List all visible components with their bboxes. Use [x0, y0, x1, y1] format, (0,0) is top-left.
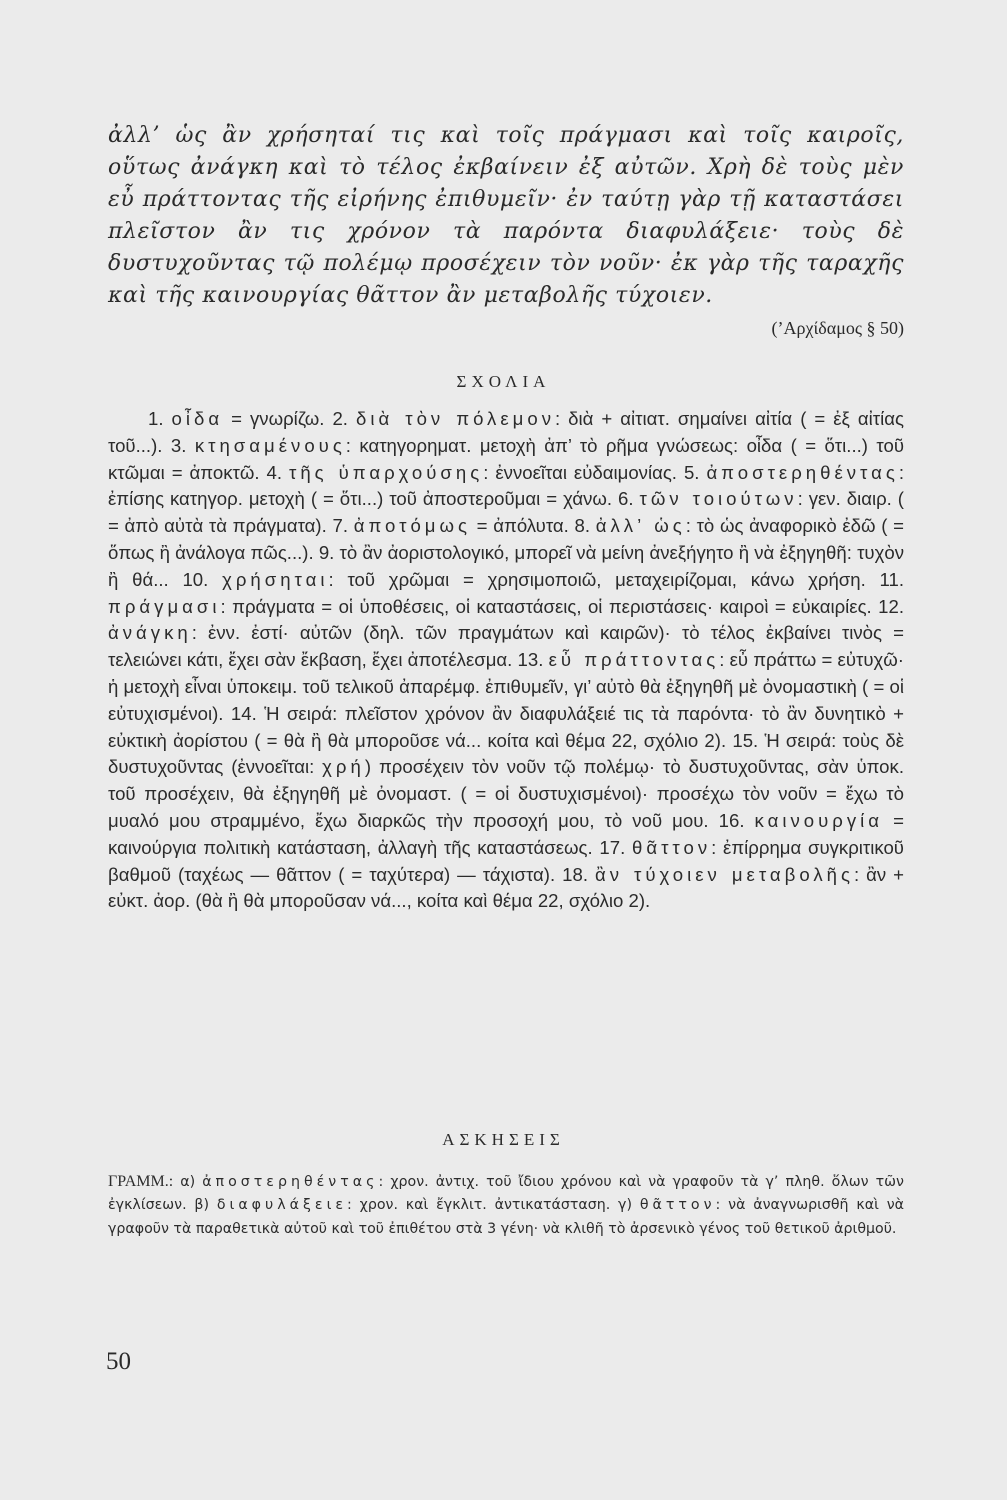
- lemma-term: ἀνάγκη: [108, 622, 192, 644]
- exercises-section: [108, 1170, 904, 1241]
- lemma-term: κτησαμένους: [194, 434, 346, 456]
- passage-text: ἀλλ’ ὡς ἂν χρήσηταί τις καὶ τοῖς πράγμασι καὶ τοῖς καιροῖς, οὕτως ἀνάγκη καὶ τὸ τέλος ἐκβαίνειν ἐξ αὐτῶν. Χρὴ δὲ τοὺς μὲν εὖ πράττοντας τῆς εἰρήνης ἐπιθυμεῖν· ἐν ταύτῃ γὰρ τῇ καταστάσει πλεῖστον ἂν τις χρόνον τὰ παρόντα διαφυλάξειε· τοὺς δὲ δυστυχοῦντας τῷ πολέμῳ προσέχειν τὸν νοῦν· ἐκ γὰρ τῆς ταραχῆς καὶ τῆς καινουργίας θᾶττον ἂν μεταβολῆς τύχοιεν.: [108, 123, 904, 308]
- exercises-heading: ΑΣΚΗΣΕΙΣ: [442, 1130, 565, 1149]
- note-text: : χρον. ἀντιχ. τοῦ ἴδιου χρόνου καὶ νὰ γραφοῦν τὰ γ’ πληθ. ὅλων τῶν ἐγκλίσεων. β): [108, 1174, 904, 1214]
- scholia-text: [108, 406, 904, 915]
- note-text: 1.: [148, 408, 172, 429]
- lemma-term: καινουργία: [754, 809, 884, 831]
- lemma-term: τῶν τοιούτων: [639, 488, 798, 510]
- lemma-term: χρήσηται: [222, 568, 329, 590]
- lemma-term: τῆς ὑπαρχούσης: [288, 461, 484, 483]
- note-text: : εὖ πράττω = εὐτυχῶ· ἡ μετοχὴ εἶναι ὑποκειμ. τοῦ τελικοῦ ἀπαρέμφ. ἐπιθυμεῖν, γι’ αὐτὸ θὰ ἐξηγηθῆ μὲ ὀνομαστικὴ ( = οἱ εὐτυχισμένοι). 14. Ἡ σειρά: πλεῖστον χρόνον ἂν διαφυλάξειέ τις τὰ παρόντα· τὸ ἂν δυνητικὸ + εὐκτικὴ ἀορίστου ( = θὰ ἢ θὰ μποροῦσε νά... κοίτα καὶ θέμα 22, σχόλιο 2). 15. Ἡ σειρά: τοὺς δὲ δυστυχοῦντας (ἐννοεῖται:: [108, 649, 904, 778]
- scholia-section: [108, 406, 904, 915]
- note-text: = ἀπόλυτα. 8.: [470, 515, 596, 537]
- lemma-term: πράγμασι: [108, 595, 221, 617]
- note-text: α): [173, 1174, 203, 1190]
- lemma-term: διαφυλάξειε: [216, 1197, 348, 1214]
- lemma-term: ἂν τύχοιεν μεταβολῆς: [594, 863, 854, 885]
- note-text: : ἐπίρρημα συγκριτικοῦ βαθμοῦ (ταχέως — θᾶττον ( = ταχύτερα) — τάχιστα). 18.: [108, 836, 904, 885]
- note-text: : χρον. καὶ ἔγκλιτ. ἀντικατάσταση. γ): [347, 1197, 640, 1214]
- note-text: : τὸ ὡς ἀναφορικὸ ἐδῶ ( = ὅπως ἢ ἀνάλογα πῶς...). 9. τὸ ἂν ἀοριστολογικό, μπορεῖ νὰ μείνη ἀνεξήγητο ἢ νὰ ἐξηγηθῆ: τυχὸν ἢ θά... 10.: [108, 515, 904, 590]
- exercises-text: [108, 1170, 904, 1241]
- note-text: : τοῦ χρῶμαι = χρησιμοποιῶ, μεταχειρίζομαι, κάνω χρήση. 11.: [328, 568, 904, 590]
- note-text: : διὰ + αἰτιατ. σημαίνει αἰτία ( = ἐξ αἰτίας τοῦ...). 3.: [108, 408, 904, 456]
- lemma-term: θᾶττον: [639, 1197, 716, 1214]
- note-text: : γεν. διαιρ. ( = ἀπὸ αὐτὰ τὰ πράγματα). 7.: [108, 488, 904, 537]
- lemma-term: ἀποστερηθέντας: [706, 461, 899, 483]
- exercises-label: ΓΡΑΜΜ.:: [108, 1173, 174, 1190]
- note-text: : πράγματα = οἱ ὑποθέσεις, οἱ καταστάσεις, οἱ περιστάσεις· καιροὶ = εὐκαιρίες. 12.: [220, 595, 904, 617]
- greek-passage: [108, 120, 904, 312]
- lemma-term: οἶδα: [171, 408, 224, 429]
- passage-citation: (’Αρχίδαμος § 50): [771, 318, 904, 338]
- note-text: ) προσέχειν τὸν νοῦν τῷ πολέμῳ· τὸ δυστυχοῦντας, σὰν ὑποκ. τοῦ προσέχειν, θὰ ἐξηγηθῆ μὲ ὀνομαστ. ( = οἱ δυστυχισμένοι)· προσέχω τὸν νοῦν = ἔχω τὸ μυαλό μου στραμμένο, ἔχω διαρκῶς τὴν προσοχή μου, τὸ νοῦ μου. 16.: [108, 756, 904, 831]
- lemma-term: χρή: [322, 756, 365, 778]
- note-text: : ἐνν. ἐστί· αὐτῶν (δηλ. τῶν πραγμάτων καὶ καιρῶν)· τὸ τέλος ἐκβαίνει τινὸς = τελειώνει κάτι, ἔχει σὰν ἔκβαση, ἔχει ἀποτέλεσμα. 13.: [108, 622, 904, 671]
- note-text: : κατηγορηματ. μετοχὴ ἀπ’ τὸ ρῆμα γνώσεως: οἶδα ( = ὅτι...) τοῦ κτῶμαι = ἀποκτῶ. 4.: [108, 434, 904, 483]
- note-text: : νὰ ἀναγνωρισθῆ καὶ νὰ γραφοῦν τὰ παραθετικὰ αὐτοῦ καὶ τοῦ ἐπιθέτου στὰ 3 γένη· νὰ κλιθῆ τὸ ἀρσενικὸ γένος τοῦ θετικοῦ ἀριθμοῦ.: [108, 1197, 904, 1237]
- scholia-heading: ΣΧΟΛΙΑ: [456, 372, 551, 391]
- note-text: : ἂν + εὐκτ. ἀορ. (θὰ ἢ θὰ μποροῦσαν νά..., κοίτα καὶ θέμα 22, σχόλιο 2).: [108, 863, 904, 912]
- note-text: : ἐπίσης κατηγορ. μετοχὴ ( = ὅτι...) τοῦ ἀποστεροῦμαι = χάνω. 6.: [108, 461, 905, 510]
- lemma-term: διὰ τὸν πόλεμον: [356, 408, 555, 429]
- lemma-term: θᾶττον: [631, 836, 712, 858]
- lemma-term: ἀποστερηθέντας: [202, 1174, 379, 1190]
- note-text: : ἐννοεῖται εὐδαιμονίας. 5.: [483, 461, 707, 483]
- page-number: 50: [106, 1348, 131, 1375]
- note-text: = γνωρίζω. 2.: [223, 408, 356, 429]
- lemma-term: ἀλλ’ ὡς: [595, 515, 686, 537]
- lemma-term: εὖ πράττοντας: [548, 649, 720, 671]
- note-text: = καινούργια πολιτικὴ κατάσταση, ἀλλαγὴ τῆς καταστάσεως. 17.: [108, 809, 904, 858]
- lemma-term: ἀποτόμως: [353, 515, 471, 537]
